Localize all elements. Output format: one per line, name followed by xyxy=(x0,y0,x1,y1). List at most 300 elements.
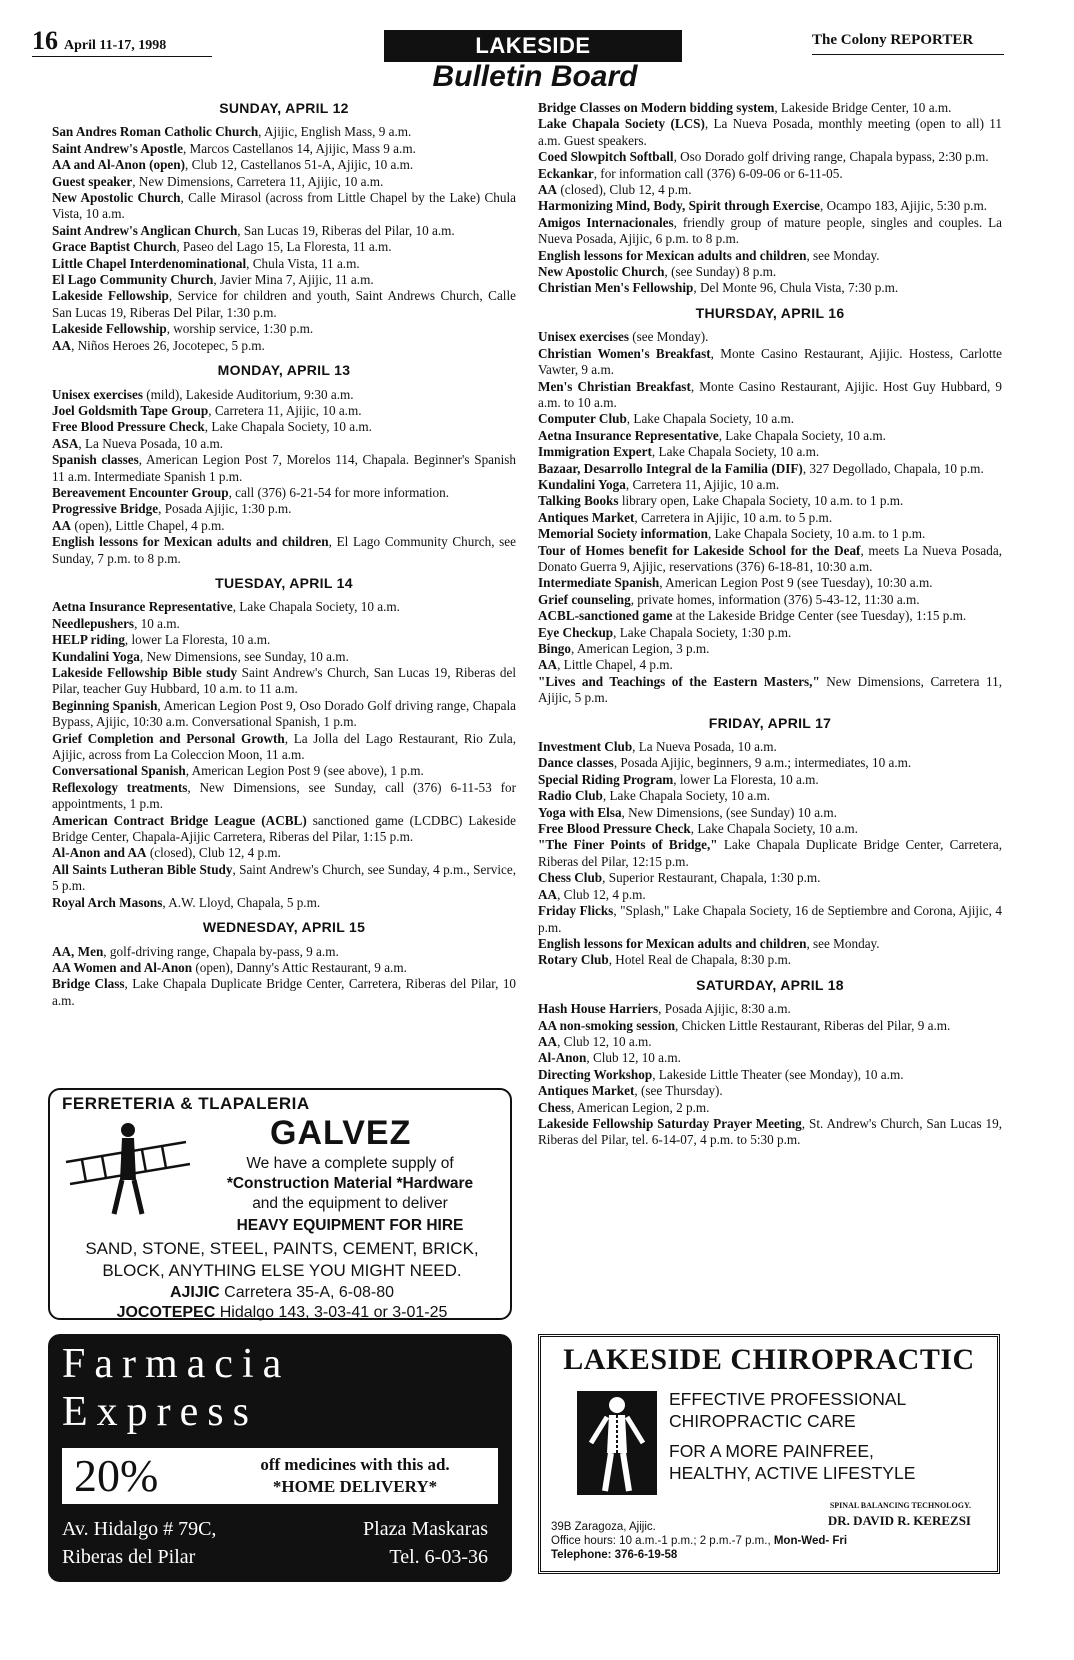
event-entry xyxy=(538,149,1002,165)
event-entry xyxy=(52,190,516,223)
event-entry xyxy=(538,805,1002,821)
galvez-name: GALVEZ xyxy=(270,1114,412,1152)
event-details: , La Nueva Posada, 10 a.m. xyxy=(632,739,777,755)
event-entry xyxy=(538,100,1002,116)
event-entry xyxy=(538,1034,1002,1050)
event-entry xyxy=(538,346,1002,379)
chiro-hours-prefix: Office hours: 10 a.m.-1 p.m.; 2 p.m.-7 p.m., xyxy=(551,1535,774,1547)
farmacia-plaza: Plaza Maskaras xyxy=(363,1518,488,1540)
farmacia-area: Riberas del Pilar xyxy=(62,1546,196,1568)
chiro-title: LAKESIDE CHIROPRACTIC xyxy=(563,1343,975,1376)
event-details: , Paseo del Lago 15, La Floresta, 11 a.m. xyxy=(176,239,392,255)
event-entry xyxy=(538,657,1002,673)
header-rule-left xyxy=(32,56,212,57)
event-name: Yoga with Elsa xyxy=(538,804,622,820)
event-entry xyxy=(52,845,516,861)
event-details: , Lakeside Little Theater (see Monday), 10 a.m. xyxy=(652,1066,904,1082)
event-entry xyxy=(52,731,516,764)
event-details: , Lake Chapala Society, 10 a.m. xyxy=(626,411,795,427)
event-name: Christian Women's Breakfast xyxy=(538,345,711,361)
event-details: , golf-driving range, Chapala by-pass, 9 a.m. xyxy=(103,943,339,959)
event-name: Little Chapel Interdenominational xyxy=(52,255,247,271)
event-details: Saint Andrew's Church, San Lucas 19, Riberas del Pilar, teacher Guy Hubbard, 10 a.m. to 11 a.m. xyxy=(52,665,517,697)
chiropractic-ad xyxy=(538,1334,1000,1574)
event-details: , Niños Heroes 26, Jocotepec, 5 p.m. xyxy=(71,337,265,353)
event-entry xyxy=(52,780,516,813)
event-name: Radio Club xyxy=(538,788,603,804)
event-entry xyxy=(52,256,516,272)
event-details: , private homes, information (376) 5-43-12, 11:30 a.m. xyxy=(630,591,920,607)
event-details: , Posada Ajijic, 1:30 p.m. xyxy=(158,501,292,517)
chiro-line-1: EFFECTIVE PROFESSIONAL xyxy=(669,1389,907,1409)
farmacia-ad xyxy=(48,1334,512,1582)
event-entry xyxy=(538,755,1002,771)
event-details: , for information call (376) 6-09-06 or 6-11-05. xyxy=(593,165,843,181)
event-details: , La Nueva Posada, monthly meeting (open to all) 11 a.m. Guest speakers. xyxy=(538,116,1003,148)
event-details: , Ocampo 183, Ajijic, 5:30 p.m. xyxy=(819,198,988,214)
event-name: AA xyxy=(52,337,72,353)
event-name: AA, Men xyxy=(52,943,104,959)
event-entry xyxy=(538,592,1002,608)
day-heading: THURSDAY, APRIL 16 xyxy=(695,304,845,321)
header-rule-right xyxy=(812,54,1004,55)
event-name: Spanish classes xyxy=(52,452,139,468)
event-details: (open), Little Chapel, 4 p.m. xyxy=(71,517,225,533)
event-entry xyxy=(538,1050,1002,1066)
event-name: Intermediate Spanish xyxy=(538,575,660,591)
event-details: , Chula Vista, 11 a.m. xyxy=(246,255,360,271)
event-details: , lower La Floresta, 10 a.m. xyxy=(673,771,819,787)
event-details: , Marcos Castellanos 14, Ajijic, Mass 9 a.m. xyxy=(182,140,416,156)
issue-date: April 11-17, 1998 xyxy=(64,38,167,53)
event-name: Free Blood Pressure Check xyxy=(52,419,205,435)
event-entry xyxy=(538,461,1002,477)
event-name: San Andres Roman Catholic Church xyxy=(52,124,259,140)
event-entry xyxy=(538,1083,1002,1099)
event-details: , American Legion, 2 p.m. xyxy=(570,1099,710,1115)
event-entry xyxy=(52,321,516,337)
event-name: Kundalini Yoga xyxy=(538,476,626,492)
event-entry xyxy=(538,379,1002,412)
left-column xyxy=(52,100,516,1009)
event-name: English lessons for Mexican adults and children xyxy=(52,534,329,550)
event-entry xyxy=(52,124,516,140)
event-entry xyxy=(538,198,1002,214)
chiro-line-4: HEALTHY, ACTIVE LIFESTYLE xyxy=(669,1463,916,1483)
event-name: Rotary Club xyxy=(538,952,609,968)
event-name: Unisex exercises xyxy=(538,329,629,345)
event-entry xyxy=(52,223,516,239)
event-name: ASA xyxy=(52,435,79,451)
chiro-spinal: SPINAL BALANCING TECHNOLOGY. xyxy=(829,1501,971,1510)
chiro-address: 39B Zaragoza, Ajijic. xyxy=(551,1521,656,1533)
event-entry xyxy=(52,665,516,698)
event-name: AA xyxy=(538,657,558,673)
event-name: Lakeside Fellowship Bible study xyxy=(52,665,238,680)
event-details: library open, Lake Chapala Society, 10 a.m. to 1 p.m. xyxy=(618,493,904,509)
event-name: AA and Al-Anon (open) xyxy=(52,157,186,173)
event-entry xyxy=(538,903,1002,936)
event-name: Al-Anon and AA xyxy=(52,845,147,861)
event-details: , Service for children and youth, Saint Andrews Church, Calle San Lucas 19, Riberas Del Pilar, 1:30 p.m. xyxy=(52,288,516,320)
event-entry xyxy=(538,936,1002,952)
event-name: Progressive Bridge xyxy=(52,501,159,517)
event-entry xyxy=(52,632,516,648)
farmacia-offer-1: off medicines with this ad. xyxy=(260,1455,450,1474)
event-entry xyxy=(538,182,1002,198)
event-name: Computer Club xyxy=(538,411,627,427)
event-details: , see Monday. xyxy=(806,935,880,951)
farmacia-offer-2: *HOME DELIVERY* xyxy=(272,1477,438,1496)
event-entry xyxy=(52,174,516,190)
farmacia-title-1: Farmacia xyxy=(62,1341,291,1387)
event-details: , Lake Chapala Society, 10 a.m. xyxy=(718,427,886,443)
event-name: Grief counseling xyxy=(538,591,631,607)
event-name: AA Women and Al-Anon xyxy=(52,959,193,975)
event-details: , American Legion, 3 p.m. xyxy=(570,641,710,656)
farmacia-percent: 20% xyxy=(74,1450,159,1501)
event-entry xyxy=(52,534,516,567)
event-entry xyxy=(538,510,1002,526)
event-name: AA xyxy=(538,182,558,198)
event-details: , Lake Chapala Society, 10 a.m. xyxy=(204,419,372,435)
event-details: (closed), Club 12, 4 p.m. xyxy=(557,182,692,198)
page-number-header xyxy=(32,26,166,56)
event-entry xyxy=(52,518,516,534)
event-entry xyxy=(538,608,1002,624)
event-details: , La Nueva Posada, 10 a.m. xyxy=(78,435,224,451)
event-name: New Apostolic Church xyxy=(52,190,181,206)
event-entry xyxy=(538,952,1002,968)
event-name: Bazaar, Desarrollo Integral de la Familia (DIF) xyxy=(538,460,803,476)
event-details: , Lakeside Bridge Center, 10 a.m. xyxy=(774,100,952,115)
event-entry xyxy=(52,403,516,419)
event-details: , friendly group of mature people, singles and couples. La Nueva Posada, Ajijic, 6 p.m. to 8 p.m. xyxy=(538,214,1002,247)
event-name: All Saints Lutheran Bible Study xyxy=(52,861,233,877)
event-details: , Lake Chapala Society, 10 a.m. to 1 p.m. xyxy=(707,526,926,542)
galvez-city-jocotepec: JOCOTEPEC xyxy=(116,1304,216,1321)
event-details: , Posada Ajijic, 8:30 a.m. xyxy=(658,1001,791,1017)
event-details: , A.W. Lloyd, Chapala, 5 p.m. xyxy=(162,894,321,910)
chiro-telephone: Telephone: 376-6-19-58 xyxy=(551,1549,678,1561)
event-entry xyxy=(538,411,1002,427)
event-entry xyxy=(538,739,1002,755)
event-name: Lakeside Fellowship Saturday Prayer Meeting xyxy=(538,1115,802,1131)
event-name: "Lives and Teachings of the Eastern Masters," xyxy=(538,673,820,689)
event-entry xyxy=(52,288,516,321)
event-name: Royal Arch Masons xyxy=(52,894,163,910)
day-heading: SATURDAY, APRIL 18 xyxy=(696,976,844,993)
farmacia-address-2 xyxy=(62,1546,498,1569)
event-entry xyxy=(52,485,516,501)
event-details: , Club 12, 10 a.m. xyxy=(557,1033,652,1049)
event-details: , Chicken Little Restaurant, Riberas del Pilar, 9 a.m. xyxy=(675,1017,951,1033)
event-details: , call (376) 6-21-54 for more information. xyxy=(228,484,450,500)
event-entry xyxy=(538,674,1002,707)
event-name: Bereavement Encounter Group xyxy=(52,484,229,500)
event-name: New Apostolic Church xyxy=(538,264,665,280)
event-details: , meets La Nueva Posada, Donato Guerra 9, Ajijic, reservations (376) 6-18-81, 10:30 a.m. xyxy=(538,542,1002,574)
galvez-address-jocotepec xyxy=(56,1302,508,1323)
event-name: English lessons for Mexican adults and children xyxy=(538,935,807,951)
chiro-line-3: FOR A MORE PAINFREE, xyxy=(669,1441,874,1461)
event-name: Antiques Market xyxy=(538,509,635,525)
event-details: , Carretera 11, Ajijic, 10 a.m. xyxy=(625,476,780,492)
event-name: ACBL-sanctioned game xyxy=(538,608,673,624)
day-heading: TUESDAY, APRIL 14 xyxy=(215,574,353,591)
event-details: , Lake Chapala Society, 10 a.m. xyxy=(602,788,771,804)
event-entry xyxy=(538,1100,1002,1116)
event-name: Grace Baptist Church xyxy=(52,239,177,255)
galvez-address-ajijic xyxy=(56,1282,508,1303)
board-title: Bulletin Board xyxy=(432,60,638,93)
event-details: , "Splash," Lake Chapala Society, 16 de Septiembre and Corona, Ajijic, 4 p.m. xyxy=(538,903,1002,935)
event-entry xyxy=(52,157,516,173)
event-name: American Contract Bridge League (ACBL) xyxy=(52,812,307,828)
event-name: Eye Checkup xyxy=(538,624,614,640)
event-name: Lakeside Fellowship xyxy=(52,288,169,304)
event-name: Hash House Harriers xyxy=(538,1001,659,1017)
event-name: "The Finer Points of Bridge," xyxy=(538,837,718,853)
event-entry xyxy=(52,599,516,615)
event-details: , Carretera in Ajijic, 10 a.m. to 5 p.m. xyxy=(634,509,833,525)
event-name: Special Riding Program xyxy=(538,771,674,787)
event-name: Dance classes xyxy=(538,755,614,771)
event-name: Eckankar xyxy=(538,165,594,181)
event-entry xyxy=(538,477,1002,493)
event-name: Memorial Society information xyxy=(538,526,708,542)
event-name: Amigos Internacionales xyxy=(538,214,674,230)
event-entry xyxy=(52,976,516,1009)
galvez-line-6: BLOCK, ANYTHING ELSE YOU MIGHT NEED. xyxy=(102,1261,462,1280)
event-name: AA non-smoking session xyxy=(538,1017,676,1033)
event-details: , Little Chapel, 4 p.m. xyxy=(557,657,673,673)
event-name: Lakeside Fellowship xyxy=(52,321,167,337)
event-entry xyxy=(52,452,516,485)
event-entry xyxy=(538,166,1002,182)
event-name: Immigration Expert xyxy=(538,444,652,460)
event-entry xyxy=(52,616,516,632)
ladder-worker-icon xyxy=(62,1118,192,1218)
galvez-addr-ajijic: Carretera 35-A, 6-08-80 xyxy=(219,1284,395,1301)
event-entry xyxy=(52,944,516,960)
day-heading: FRIDAY, APRIL 17 xyxy=(708,714,832,731)
event-entry xyxy=(538,837,1002,870)
event-name: Antiques Market xyxy=(538,1083,635,1099)
event-entry xyxy=(538,493,1002,509)
event-details: , San Lucas 19, Riberas del Pilar, 10 a.m. xyxy=(237,222,455,238)
event-entry xyxy=(52,698,516,731)
event-name: Free Blood Pressure Check xyxy=(538,821,691,837)
event-details: , Monte Casino Restaurant, Ajijic. Host Guy Hubbard, 9 a.m. to 10 a.m. xyxy=(538,378,1003,410)
event-details: , (see Thursday). xyxy=(634,1083,723,1099)
event-name: Bridge Class xyxy=(52,976,125,992)
event-details: at the Lakeside Bridge Center (see Tuesday), 1:15 p.m. xyxy=(672,608,967,624)
event-name: AA xyxy=(538,886,558,902)
event-name: Unisex exercises xyxy=(52,386,143,402)
event-details: , Ajijic, English Mass, 9 a.m. xyxy=(258,124,412,140)
event-entry xyxy=(538,575,1002,591)
event-details: , Lake Chapala Duplicate Bridge Center, Carretera, Riberas del Pilar, 10 a.m. xyxy=(52,976,517,1008)
event-name: Tour of Homes benefit for Lakeside School for the Deaf xyxy=(538,542,861,558)
event-details: , New Dimensions, (see Sunday) 10 a.m. xyxy=(621,804,837,820)
farmacia-phone: Tel. 6-03-36 xyxy=(389,1546,488,1568)
event-entry xyxy=(52,763,516,779)
event-entry xyxy=(538,870,1002,886)
event-entry xyxy=(538,428,1002,444)
event-name: Conversational Spanish xyxy=(52,763,186,779)
farmacia-address-1 xyxy=(62,1518,498,1541)
event-details: , La Jolla del Lago Restaurant, Rio Zula, Ajijic, across from La Coleccion Moon, 11 a.m. xyxy=(52,730,517,763)
event-name: Saint Andrew's Apostle xyxy=(52,140,183,156)
event-entry xyxy=(52,813,516,846)
event-details: , (see Sunday) 8 p.m. xyxy=(664,264,777,280)
event-entry xyxy=(52,272,516,288)
event-entry xyxy=(538,329,1002,345)
event-entry xyxy=(52,387,516,403)
event-name: Grief Completion and Personal Growth xyxy=(52,730,285,746)
event-details: , Calle Mirasol (across from Little Chapel by the Lake) Chula Vista, 10 a.m. xyxy=(52,190,516,222)
galvez-line-5: SAND, STONE, STEEL, PAINTS, CEMENT, BRICK, xyxy=(85,1239,479,1258)
event-details: , Oso Dorado golf driving range, Chapala bypass, 2:30 p.m. xyxy=(673,149,989,165)
event-name: Talking Books xyxy=(538,493,619,509)
event-name: Joel Goldsmith Tape Group xyxy=(52,402,209,418)
event-name: Friday Flicks xyxy=(538,903,614,919)
event-name: Bingo xyxy=(538,641,571,656)
event-name: Chess xyxy=(538,1099,571,1115)
event-details: , American Legion Post 7, Morelos 114, Chapala. Beginner's Spanish 11 a.m. Intermediate Spanish 1 p.m. xyxy=(52,452,516,484)
chiro-line-2: CHIROPRACTIC CARE xyxy=(669,1411,856,1431)
event-name: Guest speaker xyxy=(52,173,133,189)
event-entry xyxy=(538,625,1002,641)
event-entry xyxy=(538,1018,1002,1034)
event-entry xyxy=(538,215,1002,248)
event-name: Aetna Insurance Representative xyxy=(538,427,719,443)
day-heading: SUNDAY, APRIL 12 xyxy=(219,100,349,116)
event-details: , American Legion Post 9 (see above), 1 p.m. xyxy=(185,763,424,779)
event-entry xyxy=(538,788,1002,804)
event-details: , Club 12, Castellanos 51-A, Ajijic, 10 a.m. xyxy=(185,157,414,173)
event-details: , Del Monte 96, Chula Vista, 7:30 p.m. xyxy=(693,280,899,296)
event-entry xyxy=(52,895,516,911)
event-entry xyxy=(52,239,516,255)
event-entry xyxy=(52,501,516,517)
event-entry xyxy=(538,280,1002,296)
event-name: AA xyxy=(52,517,72,533)
section-banner: LAKESIDE xyxy=(384,30,682,62)
event-entry xyxy=(538,1116,1002,1149)
spine-figure-icon xyxy=(577,1391,657,1495)
galvez-addr-jocotepec: Hidalgo 143, 3-03-41 or 3-01-25 xyxy=(215,1304,448,1321)
event-name: Reflexology treatments xyxy=(52,779,188,795)
event-details: , see Monday. xyxy=(806,247,880,263)
event-details: sanctioned game (LCDBC) Lakeside Bridge Center, Chapala-Ajijic Carretera, Riberas del Pilar, 1:15 p.m. xyxy=(52,812,516,845)
event-details: , Lake Chapala Society, 10 a.m. xyxy=(232,599,400,615)
event-name: HELP riding xyxy=(52,632,125,648)
event-name: Directing Workshop xyxy=(538,1066,653,1082)
chiro-hours xyxy=(551,1535,847,1547)
event-entry xyxy=(538,1067,1002,1083)
event-details: , Superior Restaurant, Chapala, 1:30 p.m. xyxy=(602,870,821,886)
page-number: 16 xyxy=(32,26,58,55)
galvez-city-ajijic: AJIJIC xyxy=(169,1284,220,1301)
right-column xyxy=(538,100,1002,1149)
event-details: , 327 Degollado, Chapala, 10 p.m. xyxy=(802,460,984,476)
event-name: Lake Chapala Society (LCS) xyxy=(538,116,705,132)
event-entry xyxy=(538,526,1002,542)
event-details: , New Dimensions, Carretera 11, Ajijic, 10 a.m. xyxy=(132,173,384,189)
day-heading: MONDAY, APRIL 13 xyxy=(217,362,351,379)
event-details: , American Legion Post 9, Oso Dorado Golf driving range, Chapala Bypass, Ajijic, 10:30 a.m. Conversational Spanish, 1 p.m. xyxy=(52,697,516,730)
event-details: (closed), Club 12, 4 p.m. xyxy=(146,845,281,861)
event-entry xyxy=(52,338,516,354)
paper-name: The Colony REPORTER xyxy=(812,32,974,48)
event-entry xyxy=(52,141,516,157)
galvez-line-3: and the equipment to deliver xyxy=(252,1195,448,1212)
galvez-header: FERRETERIA & TLAPALERIA xyxy=(62,1094,310,1113)
galvez-line-2: *Construction Material *Hardware xyxy=(226,1175,474,1192)
event-entry xyxy=(538,887,1002,903)
event-details: , 10 a.m. xyxy=(134,615,180,631)
event-name: Harmonizing Mind, Body, Spirit through Exercise xyxy=(538,198,820,214)
event-entry xyxy=(52,436,516,452)
event-name: Men's Christian Breakfast xyxy=(538,378,691,394)
event-details: , Carretera 11, Ajijic, 10 a.m. xyxy=(208,402,362,418)
event-details: (see Monday). xyxy=(628,329,709,345)
event-details: , St. Andrew's Church, San Lucas 19, Riberas del Pilar, tel. 6-14-07, 4 p.m. to 5:30 p.m. xyxy=(538,1115,1002,1148)
event-name: Needlepushers xyxy=(52,615,135,631)
chiro-hours-days: Mon-Wed- Fri xyxy=(773,1535,848,1547)
event-details: (mild), Lakeside Auditorium, 9:30 a.m. xyxy=(142,386,354,402)
event-name: Saint Andrew's Anglican Church xyxy=(52,222,238,238)
event-name: Coed Slowpitch Softball xyxy=(538,149,674,165)
galvez-line-4: HEAVY EQUIPMENT FOR HIRE xyxy=(236,1217,464,1234)
event-entry xyxy=(538,1001,1002,1017)
event-entry xyxy=(52,960,516,976)
event-details: , El Lago Community Church, see Sunday, 7 p.m. to 8 p.m. xyxy=(52,534,516,566)
event-entry xyxy=(52,649,516,665)
event-entry xyxy=(538,821,1002,837)
event-name: Investment Club xyxy=(538,739,633,755)
event-name: Christian Men's Fellowship xyxy=(538,280,694,296)
event-name: Aetna Insurance Representative xyxy=(52,599,233,615)
galvez-ad xyxy=(48,1088,512,1320)
farmacia-street: Av. Hidalgo # 79C, xyxy=(62,1518,217,1540)
event-details: , Lake Chapala Society, 10 a.m. xyxy=(690,821,858,837)
event-details: , lower La Floresta, 10 a.m. xyxy=(124,632,271,648)
event-details: , worship service, 1:30 p.m. xyxy=(166,321,314,337)
event-entry xyxy=(538,116,1002,149)
event-name: Bridge Classes on Modern bidding system xyxy=(538,100,775,115)
event-details: , New Dimensions, see Sunday, 10 a.m. xyxy=(139,648,349,664)
event-details: , Hotel Real de Chapala, 8:30 p.m. xyxy=(608,952,792,968)
event-name: Al-Anon xyxy=(538,1050,587,1066)
event-name: Chess Club xyxy=(538,870,603,886)
event-details: , Posada Ajijic, beginners, 9 a.m.; intermediates, 10 a.m. xyxy=(613,755,912,771)
event-details: , Monte Casino Restaurant, Ajijic. Hostess, Carlotte Vawter, 9 a.m. xyxy=(538,345,1002,378)
event-entry xyxy=(538,248,1002,264)
event-details: , Club 12, 4 p.m. xyxy=(557,886,646,902)
event-entry xyxy=(538,543,1002,576)
event-entry xyxy=(52,862,516,895)
event-name: AA xyxy=(538,1033,558,1049)
farmacia-offer-box xyxy=(62,1448,498,1504)
event-entry xyxy=(538,444,1002,460)
event-details: , Javier Mina 7, Ajijic, 11 a.m. xyxy=(213,272,374,288)
event-details: (open), Danny's Attic Restaurant, 9 a.m. xyxy=(192,959,407,975)
event-details: , American Legion Post 9 (see Tuesday), 10:30 a.m. xyxy=(659,575,933,591)
event-name: English lessons for Mexican adults and children xyxy=(538,247,807,263)
